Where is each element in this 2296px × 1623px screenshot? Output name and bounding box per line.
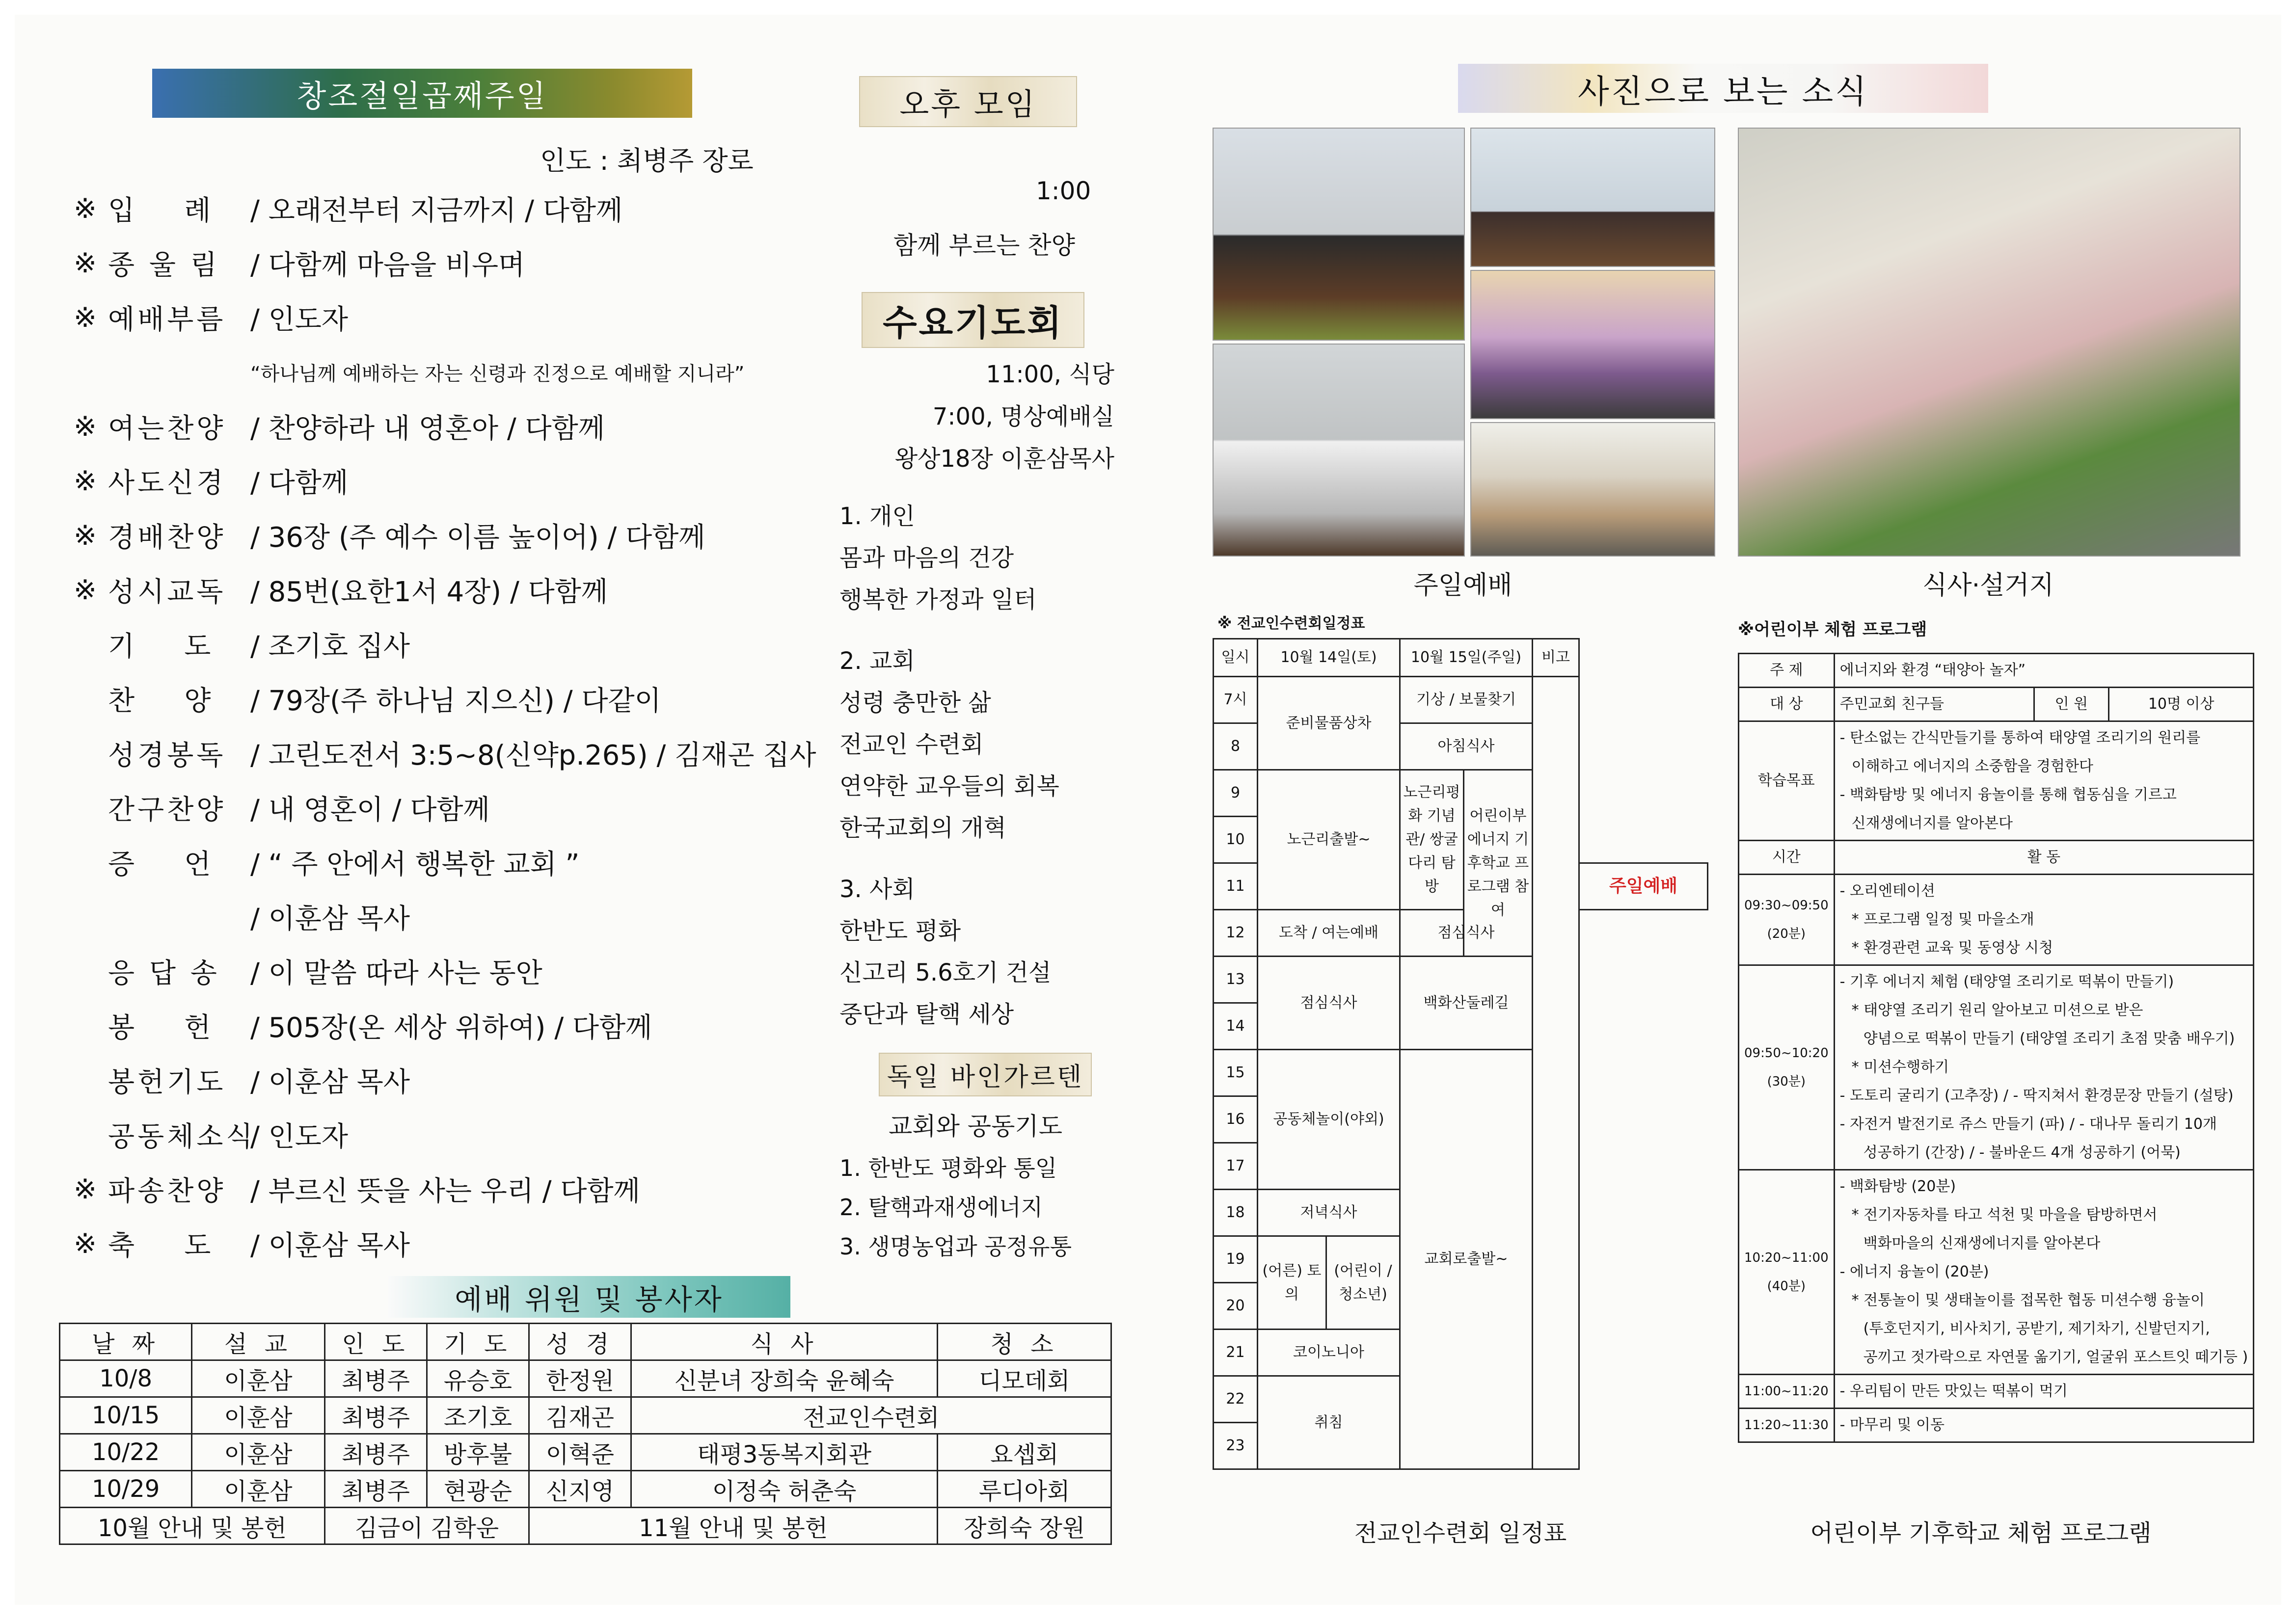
germany-prayer: 2. 탈핵과재생에너지 bbox=[839, 1194, 1043, 1221]
schedule-hour: 17 bbox=[1214, 1143, 1258, 1190]
program-label: 인 원 bbox=[2034, 688, 2109, 721]
servants-cell: 이훈삼 bbox=[192, 1397, 325, 1434]
order-value: / 이훈삼 목사 bbox=[250, 1230, 410, 1262]
worship-order-row bbox=[74, 459, 348, 503]
activity-line: * 미션수행하기 bbox=[1851, 1059, 1949, 1076]
prayer-topic: 한반도 평화 bbox=[839, 917, 961, 945]
order-value: / 79장(주 하나님 지으신) / 다같이 bbox=[250, 685, 661, 717]
photo-pastor-pulpit bbox=[1213, 128, 1465, 341]
schedule-hour: 22 bbox=[1214, 1376, 1258, 1423]
schedule-remark bbox=[1533, 677, 1579, 1469]
retreat-schedule-table bbox=[1213, 638, 1708, 1470]
prayer-topic: 전교인 수련회 bbox=[839, 731, 984, 758]
order-mark: ※ bbox=[74, 1173, 97, 1205]
program-label: 대 상 bbox=[1739, 688, 1835, 721]
table-row bbox=[1739, 654, 2254, 688]
order-name: 경배찬양 bbox=[108, 522, 226, 554]
program-time-header: 시간 bbox=[1739, 841, 1835, 875]
schedule-header: 비고 bbox=[1533, 639, 1579, 677]
schedule-hour: 15 bbox=[1214, 1050, 1258, 1096]
servants-cell: 10/8 bbox=[60, 1360, 192, 1397]
table-row bbox=[1739, 965, 2254, 1170]
schedule-hour: 21 bbox=[1214, 1330, 1258, 1376]
servants-cell: 이정숙 허춘숙 bbox=[631, 1471, 937, 1508]
order-mark: ※ bbox=[74, 301, 97, 334]
schedule-hour: 12 bbox=[1214, 910, 1258, 957]
order-value: / 부르신 뜻을 사는 우리 / 다함께 bbox=[250, 1175, 640, 1207]
schedule-event: 노근리출발~ bbox=[1258, 770, 1400, 910]
order-name: 여는찬양 bbox=[108, 413, 226, 445]
activity-line: - 백화탐방 (20분) bbox=[1839, 1178, 1956, 1195]
order-name: 성시교독 bbox=[108, 576, 226, 608]
servants-cell: 조기호 bbox=[427, 1397, 529, 1434]
servants-footer-cell: 10월 안내 및 봉헌 bbox=[60, 1508, 325, 1544]
order-name: 봉헌기도 bbox=[108, 1066, 226, 1098]
schedule-caption: 전교인수련회 일정표 bbox=[1354, 1519, 1567, 1547]
program-time: 11:20~11:30 bbox=[1739, 1409, 1835, 1442]
activity-line: - 에너지 융놀이 (20분) bbox=[1839, 1263, 1989, 1280]
table-row bbox=[1739, 1170, 2254, 1375]
order-value: / 내 영혼이 / 다함께 bbox=[250, 794, 490, 826]
prayer-topic: 한국교회의 개혁 bbox=[839, 814, 1006, 842]
order-name: 축 도 bbox=[108, 1230, 214, 1262]
order-of-worship bbox=[74, 186, 816, 1281]
schedule-header: 10월 15일(주일) bbox=[1400, 639, 1533, 677]
schedule-hour: 13 bbox=[1214, 957, 1258, 1003]
servants-cell: 루디아회 bbox=[938, 1471, 1111, 1508]
goal-line: 이해하고 에너지의 소중함을 경험한다 bbox=[1851, 758, 2093, 775]
table-row bbox=[60, 1360, 1111, 1397]
wednesday-banner bbox=[862, 292, 1084, 348]
order-name: 간구찬양 bbox=[108, 794, 226, 826]
worship-order-row bbox=[74, 1058, 410, 1102]
program-activities bbox=[1834, 1409, 2254, 1442]
prayer-topic: 신고리 5.6호기 건설 bbox=[839, 959, 1052, 986]
activity-line: * 전통놀이 및 생태놀이를 접목한 협동 미션수행 융놀이 bbox=[1851, 1292, 2205, 1309]
worship-order-row bbox=[74, 840, 580, 884]
prayer-group-title: 2. 교회 bbox=[839, 647, 915, 675]
schedule-event: (어린이 /청소년) bbox=[1326, 1236, 1400, 1330]
activity-line: - 도토리 굴리기 (고추장) / - 딱지쳐서 환경문장 만들기 (설탕) bbox=[1839, 1087, 2234, 1104]
bulletin-spread bbox=[15, 15, 2281, 1605]
servants-header: 기 도 bbox=[427, 1324, 529, 1360]
worship-order-row bbox=[74, 786, 490, 830]
worship-order-row bbox=[74, 1222, 410, 1266]
order-value: / “ 주 안에서 행복한 교회 ” bbox=[250, 849, 580, 880]
worship-order-row bbox=[74, 1113, 348, 1157]
servants-cell: 요셉회 bbox=[938, 1434, 1111, 1471]
schedule-hour: 16 bbox=[1214, 1096, 1258, 1143]
servants-cell: 신분녀 장희숙 윤혜숙 bbox=[631, 1360, 937, 1397]
schedule-event: 기상 / 보물찾기 bbox=[1400, 677, 1533, 723]
schedule-hour: 18 bbox=[1214, 1190, 1258, 1236]
servants-cell: 10/22 bbox=[60, 1434, 192, 1471]
wednesday-line: 왕상18장 이훈삼목사 bbox=[894, 445, 1114, 473]
photo-woman-reading bbox=[1470, 128, 1715, 267]
servants-cell: 이훈삼 bbox=[192, 1360, 325, 1397]
servants-header: 성 경 bbox=[529, 1324, 631, 1360]
program-activities bbox=[1834, 875, 2254, 965]
servants-cell: 10/15 bbox=[60, 1397, 192, 1434]
goal-line: 신재생에너지를 알아본다 bbox=[1851, 815, 2013, 832]
activity-line: * 환경관련 교육 및 동영상 시청 bbox=[1851, 939, 2053, 957]
table-row bbox=[60, 1508, 1111, 1544]
goal-line: - 백화탐방 및 에너지 융놀이를 통해 협동심을 기르고 bbox=[1839, 786, 2177, 803]
order-mark: ※ bbox=[74, 465, 97, 497]
afternoon-banner bbox=[859, 76, 1077, 127]
schedule-event: 코이노니아 bbox=[1258, 1330, 1400, 1376]
activity-line: 양념으로 떡볶이 만들기 (태양열 조리기 초점 맞춤 배우기) bbox=[1863, 1030, 2235, 1047]
schedule-header: 일시 bbox=[1214, 639, 1258, 677]
schedule-event: (어른) 토의 bbox=[1258, 1236, 1326, 1330]
worship-title-banner bbox=[152, 69, 692, 118]
servants-header: 인 도 bbox=[324, 1324, 427, 1360]
servants-cell: 현광순 bbox=[427, 1471, 529, 1508]
order-name: 기 도 bbox=[108, 631, 214, 663]
activity-line: * 프로그램 일정 및 마을소개 bbox=[1851, 911, 2034, 928]
worship-order-row bbox=[74, 295, 348, 340]
worship-order-row bbox=[74, 1004, 652, 1048]
program-label: 학습목표 bbox=[1739, 721, 1835, 841]
schedule-event: 백화산둘레길 bbox=[1400, 957, 1533, 1050]
worship-order-row bbox=[74, 404, 605, 449]
servants-cell: 최병주 bbox=[324, 1397, 427, 1434]
servants-cell: 최병주 bbox=[324, 1471, 427, 1508]
servants-header: 설 교 bbox=[192, 1324, 325, 1360]
order-mark: ※ bbox=[74, 192, 97, 225]
afternoon-time: 1:00 bbox=[1036, 177, 1091, 205]
servants-cell: 이훈삼 bbox=[192, 1471, 325, 1508]
servants-header: 날 짜 bbox=[60, 1324, 192, 1360]
table-row bbox=[60, 1471, 1111, 1508]
order-value: / 다함께 마음을 비우며 bbox=[250, 249, 525, 281]
germany-title: 독일 바인가르텐 bbox=[887, 1063, 1084, 1092]
order-name: 예배부름 bbox=[108, 304, 226, 336]
activity-line: (투호던지기, 비사치기, 공받기, 제기차기, 신발던지기, bbox=[1863, 1320, 2210, 1337]
table-row bbox=[1214, 770, 1708, 817]
order-name: 입 례 bbox=[108, 195, 214, 227]
worship-order-row bbox=[74, 513, 705, 558]
activity-line: 백화마을의 신재생에너지를 알아본다 bbox=[1863, 1235, 2101, 1252]
servants-cell: 방후불 bbox=[427, 1434, 529, 1471]
germany-banner bbox=[879, 1053, 1092, 1096]
photo-choir bbox=[1470, 270, 1715, 419]
schedule-event: 주일예배 bbox=[1579, 863, 1708, 910]
worship-order-row bbox=[74, 731, 816, 775]
servants-cell: 신지영 bbox=[529, 1471, 631, 1508]
program-activities bbox=[1834, 965, 2254, 1170]
program-label: 주 제 bbox=[1739, 654, 1835, 688]
servants-cell: 전교인수련회 bbox=[631, 1397, 1111, 1434]
news-title: 사진으로 보는 소식 bbox=[1577, 72, 1868, 110]
schedule-event: 준비물품상차 bbox=[1258, 677, 1400, 770]
kids-program-table bbox=[1738, 653, 2254, 1443]
order-value: / 505장(온 세상 위하여) / 다함께 bbox=[250, 1012, 652, 1044]
prayer-group-title: 1. 개인 bbox=[839, 503, 915, 530]
table-row bbox=[1739, 688, 2254, 721]
servants-cell: 이혁준 bbox=[529, 1434, 631, 1471]
servants-title: 예배 위원 및 봉사자 bbox=[455, 1282, 724, 1316]
servants-cell: 최병주 bbox=[324, 1434, 427, 1471]
servants-footer-cell: 장희숙 장원 bbox=[938, 1508, 1111, 1544]
servants-cell: 유승호 bbox=[427, 1360, 529, 1397]
wednesday-info bbox=[839, 353, 1114, 480]
servants-cell: 태평3동복지회관 bbox=[631, 1434, 937, 1471]
worship-order-row bbox=[74, 568, 608, 612]
program-activity-header: 활 동 bbox=[1834, 841, 2254, 875]
order-value: / 오래전부터 지금까지 / 다함께 bbox=[250, 195, 623, 227]
activity-line: - 기후 에너지 체험 (태양열 조리기로 떡볶이 만들기) bbox=[1839, 973, 2174, 990]
order-name: 증 언 bbox=[108, 849, 214, 880]
program-time: 10:20~11:00 (40분) bbox=[1739, 1170, 1835, 1375]
schedule-hour: 20 bbox=[1214, 1283, 1258, 1330]
germany-subtitle: 교회와 공동기도 bbox=[889, 1112, 1062, 1141]
prayer-group-title: 3. 사회 bbox=[839, 876, 915, 903]
servants-cell: 김재곤 bbox=[529, 1397, 631, 1434]
worship-order-row bbox=[74, 186, 622, 231]
servants-banner bbox=[388, 1276, 790, 1318]
germany-prayer: 1. 한반도 평화와 통일 bbox=[839, 1155, 1057, 1181]
table-row bbox=[1739, 875, 2254, 965]
program-value: 에너지와 환경 “태양아 놀자” bbox=[1834, 654, 2254, 688]
schedule-hour: 14 bbox=[1214, 1003, 1258, 1050]
afternoon-title: 오후 모임 bbox=[899, 86, 1037, 122]
table-row bbox=[1214, 910, 1708, 957]
wednesday-title: 수요기도회 bbox=[883, 302, 1063, 344]
order-value: / 이 말씀 따라 사는 동안 bbox=[250, 958, 542, 989]
order-name: 공동체소식 bbox=[108, 1121, 256, 1153]
caption-sunday-worship: 주일예배 bbox=[1413, 571, 1513, 600]
table-row bbox=[1739, 841, 2254, 875]
activity-line: - 우리팀이 만든 맛있는 떡볶이 먹기 bbox=[1839, 1383, 2068, 1400]
program-goals bbox=[1834, 721, 2254, 841]
worship-order-row bbox=[74, 949, 542, 993]
servants-header: 식 사 bbox=[631, 1324, 937, 1360]
schedule-hour: 19 bbox=[1214, 1236, 1258, 1283]
prayer-topic: 연약한 교우들의 회복 bbox=[839, 772, 1059, 800]
schedule-hour: 11 bbox=[1214, 863, 1258, 910]
news-banner bbox=[1458, 64, 1988, 113]
worship-order-row bbox=[74, 350, 744, 394]
order-value: / 고린도전서 3:5~8(신약p.265) / 김재곤 집사 bbox=[250, 740, 816, 772]
schedule-hour: 23 bbox=[1214, 1423, 1258, 1469]
schedule-header: 10월 14일(토) bbox=[1258, 639, 1400, 677]
activity-line: - 오리엔테이션 bbox=[1839, 882, 1935, 900]
photo-couple bbox=[1470, 422, 1715, 557]
prayer-group bbox=[839, 496, 1134, 621]
activity-line: * 태양열 조리기 원리 알아보고 미션으로 받은 bbox=[1851, 1002, 2143, 1019]
program-caption: 어린이부 기후학교 체험 프로그램 bbox=[1810, 1519, 2152, 1547]
order-value: / 조기호 집사 bbox=[250, 631, 410, 663]
table-row bbox=[60, 1397, 1111, 1434]
activity-line: 공끼고 젓가락으로 자연물 옮기기, 얼굴위 포스트잇 떼기등 ) bbox=[1863, 1349, 2248, 1366]
order-name: 성경봉독 bbox=[108, 740, 226, 772]
order-mark: ※ bbox=[74, 410, 97, 443]
program-time: 09:50~10:20 (30분) bbox=[1739, 965, 1835, 1170]
schedule-event: 노근리평화 기념관/ 쌍굴다리 탐방 bbox=[1400, 770, 1464, 910]
prayer-topic: 중단과 탈핵 세상 bbox=[839, 1001, 1014, 1028]
program-note: ※어린이부 체험 프로그램 bbox=[1738, 620, 1927, 639]
worship-order-row bbox=[74, 622, 410, 666]
caption-meal-dishes: 식사·설거지 bbox=[1922, 571, 2054, 600]
order-mark: ※ bbox=[74, 247, 97, 279]
schedule-event: 교회로출발~ bbox=[1400, 1050, 1533, 1469]
servants-footer-cell: 김금이 김학운 bbox=[324, 1508, 529, 1544]
table-row bbox=[1214, 1050, 1708, 1096]
program-time: 11:00~11:20 bbox=[1739, 1375, 1835, 1409]
order-value: / 인도자 bbox=[250, 1121, 348, 1153]
servants-table bbox=[59, 1323, 1112, 1545]
servants-cell: 10/29 bbox=[60, 1471, 192, 1508]
schedule-event: 공동체놀이(야외) bbox=[1258, 1050, 1400, 1190]
schedule-hour: 7시 bbox=[1214, 677, 1258, 723]
worship-order-row bbox=[74, 241, 525, 285]
order-value: / 36장 (주 예수 이름 높이어) / 다함께 bbox=[250, 522, 705, 554]
servants-header: 청 소 bbox=[938, 1324, 1111, 1360]
schedule-event: 저녁식사 bbox=[1258, 1190, 1400, 1236]
table-row bbox=[60, 1434, 1111, 1471]
activity-line: - 자전거 발전기로 쥬스 만들기 (파) / - 대나무 돌리기 10개 bbox=[1839, 1116, 2217, 1133]
prayer-topic: 몸과 마음의 건강 bbox=[839, 544, 1014, 572]
order-mark: ※ bbox=[74, 574, 97, 606]
servants-cell: 최병주 bbox=[324, 1360, 427, 1397]
wednesday-line: 7:00, 명상예배실 bbox=[932, 403, 1114, 430]
table-row bbox=[1739, 1375, 2254, 1409]
worship-leader: 인도 : 최병주 장로 bbox=[540, 145, 754, 176]
afternoon-item: 함께 부르는 찬양 bbox=[893, 231, 1075, 260]
servants-cell: 한정원 bbox=[529, 1360, 631, 1397]
order-value: / 인도자 bbox=[250, 304, 348, 336]
servants-footer-cell: 11월 안내 및 봉헌 bbox=[529, 1508, 937, 1544]
table-row bbox=[1214, 677, 1708, 723]
table-row bbox=[1739, 1409, 2254, 1442]
order-name: 응 답 송 bbox=[108, 958, 220, 989]
germany-prayers bbox=[839, 1148, 1072, 1266]
program-value: 주민교회 친구들 bbox=[1834, 688, 2034, 721]
order-name: 봉 헌 bbox=[108, 1012, 214, 1044]
order-name: 사도신경 bbox=[108, 467, 226, 499]
worship-order-row bbox=[74, 895, 410, 939]
order-value: “하나님께 예배하는 자는 신령과 진정으로 예배할 지니라” bbox=[250, 362, 745, 385]
prayer-group bbox=[839, 869, 1134, 1036]
table-row bbox=[1214, 957, 1708, 1003]
photo-man-reading bbox=[1213, 344, 1465, 557]
schedule-event: 어린이부 에너지 기후학교 프로그램 참여 bbox=[1464, 770, 1533, 957]
table-row bbox=[1739, 721, 2254, 841]
schedule-event: 아침식사 bbox=[1400, 723, 1533, 770]
worship-order-row bbox=[74, 677, 661, 721]
schedule-note: ※ 전교인수련회일정표 bbox=[1217, 615, 1365, 632]
prayer-group bbox=[839, 640, 1134, 849]
prayer-topics bbox=[839, 496, 1134, 1055]
order-mark: ※ bbox=[74, 1227, 97, 1260]
servants-cell: 이훈삼 bbox=[192, 1434, 325, 1471]
goal-line: - 탄소없는 간식만들기를 통하여 태양열 조리기의 원리를 bbox=[1839, 729, 2201, 746]
order-name: 찬 양 bbox=[108, 685, 214, 717]
order-value: / 이훈삼 목사 bbox=[250, 903, 410, 935]
order-value: / 다함께 bbox=[250, 467, 348, 499]
schedule-event: 취침 bbox=[1258, 1376, 1400, 1469]
order-mark: ※ bbox=[74, 519, 97, 552]
order-value: / 이훈삼 목사 bbox=[250, 1066, 410, 1098]
schedule-event: 점심식사 bbox=[1258, 957, 1400, 1050]
program-time: 09:30~09:50 (20분) bbox=[1739, 875, 1835, 965]
prayer-topic: 행복한 가정과 일터 bbox=[839, 586, 1037, 613]
program-activities bbox=[1834, 1375, 2254, 1409]
program-value: 10명 이상 bbox=[2109, 688, 2254, 721]
germany-prayer: 3. 생명농업과 공정유통 bbox=[839, 1233, 1072, 1260]
schedule-hour: 9 bbox=[1214, 770, 1258, 817]
worship-order-row bbox=[74, 1167, 640, 1211]
order-name: 파송찬양 bbox=[108, 1175, 226, 1207]
schedule-event: 점심식사 bbox=[1400, 910, 1533, 957]
order-name: 종 울 림 bbox=[108, 249, 220, 281]
activity-line: 성공하기 (간장) / - 불바운드 4개 성공하기 (어묵) bbox=[1863, 1144, 2181, 1161]
wednesday-line: 11:00, 식당 bbox=[986, 361, 1114, 388]
worship-title: 창조절일곱째주일 bbox=[297, 78, 548, 114]
order-value: / 찬양하라 내 영혼아 / 다함께 bbox=[250, 413, 605, 445]
schedule-hour: 8 bbox=[1214, 723, 1258, 770]
photo-kitchen bbox=[1738, 128, 2241, 557]
prayer-topic: 성령 충만한 삶 bbox=[839, 689, 991, 717]
activity-line: - 마무리 및 이동 bbox=[1839, 1416, 1945, 1434]
schedule-event: 도착 / 여는예배 bbox=[1258, 910, 1400, 957]
order-value: / 85번(요한1서 4장) / 다함께 bbox=[250, 576, 608, 608]
schedule-hour: 10 bbox=[1214, 817, 1258, 863]
activity-line: * 전기자동차를 타고 석천 및 마을을 탐방하면서 bbox=[1851, 1206, 2158, 1224]
servants-cell: 디모데회 bbox=[938, 1360, 1111, 1397]
program-activities bbox=[1834, 1170, 2254, 1375]
table-row bbox=[1214, 639, 1708, 677]
